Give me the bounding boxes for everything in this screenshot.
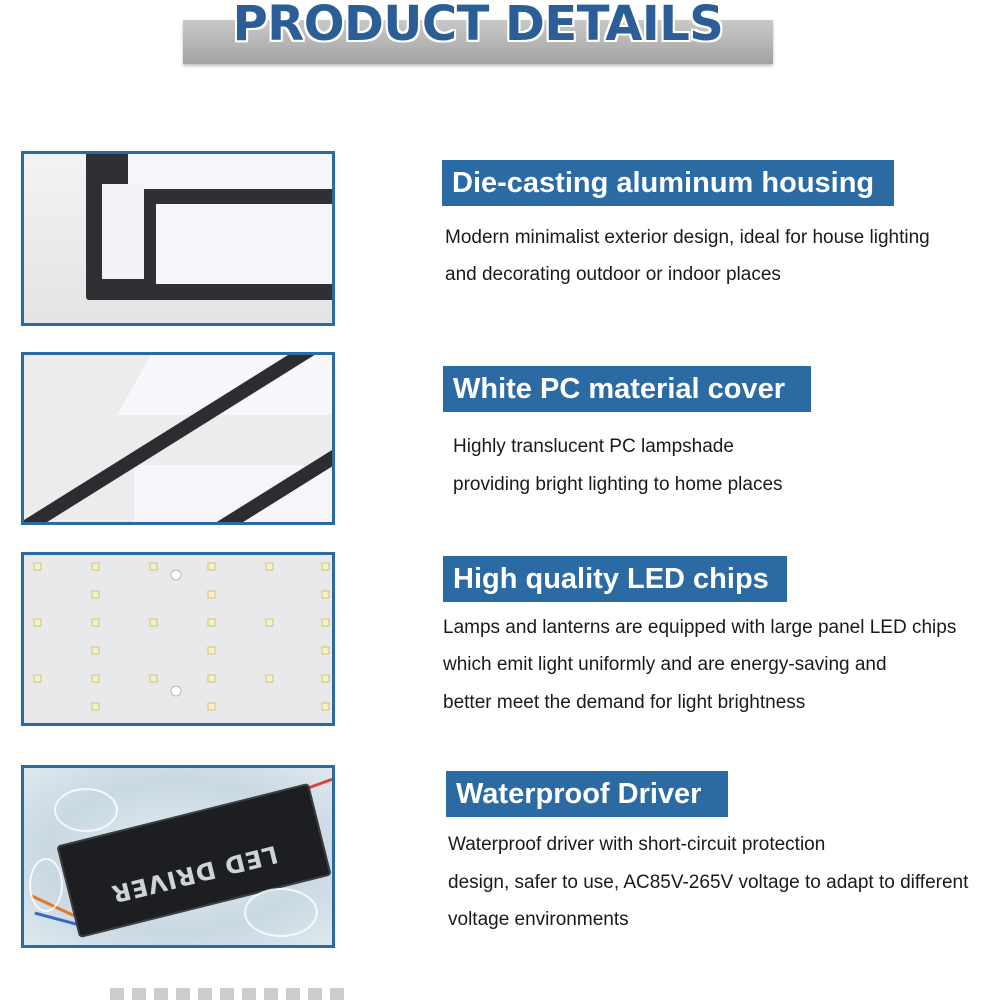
led-chip xyxy=(150,563,157,570)
led-chip xyxy=(322,563,329,570)
led-chip xyxy=(266,619,273,626)
led-chip xyxy=(92,591,99,598)
feature-heading-led: High quality LED chips xyxy=(443,556,787,602)
led-chip xyxy=(322,619,329,626)
led-chip xyxy=(208,703,215,710)
led-chip xyxy=(322,647,329,654)
mount-hole xyxy=(171,570,181,580)
led-chip xyxy=(266,675,273,682)
bottom-cropped-text xyxy=(110,988,350,1000)
led-chip xyxy=(208,675,215,682)
led-chip xyxy=(322,703,329,710)
led-chip xyxy=(322,591,329,598)
feature-desc-line: Lamps and lanterns are equipped with large panel LED chips xyxy=(443,617,957,638)
feature-desc-line: and decorating outdoor or indoor places xyxy=(445,264,781,285)
led-chip xyxy=(266,563,273,570)
feature-desc-line: Highly translucent PC lampshade xyxy=(453,436,734,457)
led-chip xyxy=(92,703,99,710)
led-chip xyxy=(34,563,41,570)
led-chip xyxy=(208,591,215,598)
led-chips-image xyxy=(21,552,335,726)
feature-desc-line: which emit light uniformly and are energy-saving and xyxy=(443,654,887,675)
feature-heading-cover: White PC material cover xyxy=(443,366,811,412)
feature-desc-line: providing bright lighting to home places xyxy=(453,474,783,495)
cover-image xyxy=(21,352,335,525)
led-board-graphic xyxy=(24,555,332,723)
housing-image xyxy=(21,151,335,326)
led-chip xyxy=(34,675,41,682)
led-chip xyxy=(208,563,215,570)
feature-heading-housing: Die-casting aluminum housing xyxy=(442,160,894,206)
led-chip xyxy=(92,647,99,654)
feature-desc-line: better meet the demand for light brightness xyxy=(443,692,806,713)
feature-desc-line: Waterproof driver with short-circuit protection xyxy=(448,834,826,855)
led-chip xyxy=(150,619,157,626)
feature-heading-driver: Waterproof Driver xyxy=(446,771,728,817)
led-chip xyxy=(208,619,215,626)
feature-desc-line: Modern minimalist exterior design, ideal for house lighting xyxy=(445,227,930,248)
led-chip xyxy=(92,563,99,570)
led-chip xyxy=(34,619,41,626)
driver-image xyxy=(21,765,335,948)
led-chip xyxy=(322,675,329,682)
led-chip xyxy=(92,619,99,626)
feature-desc-line: design, safer to use, AC85V-265V voltage to adapt to different xyxy=(448,872,969,893)
feature-desc-line: voltage environments xyxy=(448,909,629,930)
led-chip xyxy=(208,647,215,654)
led-chip xyxy=(92,675,99,682)
mount-hole xyxy=(171,686,181,696)
page-title: PRODUCT DETAILS xyxy=(232,0,724,52)
led-chip xyxy=(150,675,157,682)
driver-label: LED DRIVER xyxy=(108,839,281,909)
